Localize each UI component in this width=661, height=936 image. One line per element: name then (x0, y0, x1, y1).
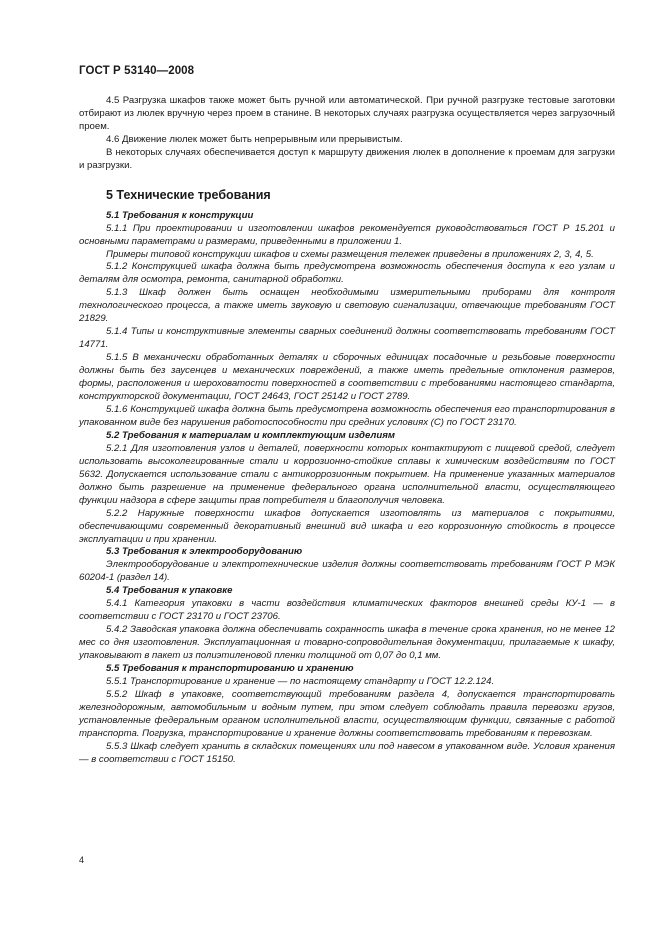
paragraph-5-1-2: 5.1.2 Конструкцией шкафа должна быть предусмотрена возможность обеспечения доступа к его узлам и деталям для осмотра, ремонта, санитарной обработки. (79, 261, 615, 286)
paragraph-5-4-2: 5.4.2 Заводская упаковка должна обеспечивать сохранность шкафа в течение срока хранения, но не менее 12 мес со дня изготовления. Эксплуатационная и товарно-сопроводительная документации, прилагаемые к шкафу, упаковывают в пакет из полиэтиленовой пленки толщиной от 0,07 до 0,1 мм. (79, 624, 615, 662)
section-5-heading: 5 Технические требования (106, 187, 271, 202)
subsection-5-2-heading: 5.2 Требования к материалам и комплектующим изделиям (106, 429, 395, 441)
paragraph-5-1-3: 5.1.3 Шкаф должен быть оснащен необходимыми измерительными приборами для контроля технологического процесса, а также иметь звуковую и световую сигнализации, отвечающие требованиям ГОСТ 21829. (79, 287, 615, 325)
document-body (79, 95, 615, 767)
paragraph-5-5-2: 5.5.2 Шкаф в упаковке, соответствующий требованиям раздела 4, допускается транспортировать железнодорожным, автомобильным и водным путем, при этом следует соблюдать правила перевозки грузов, установленные федеральным органом исполнительной власти, осуществляющим функции, связанные с работой транспорта. Погрузка, транспортирование и хранение должны соответствовать требованиям к перевозкам. (79, 688, 615, 739)
subsection-5-3-heading: 5.3 Требования к электрооборудованию (106, 546, 303, 558)
subsection-5-4-heading: 5.4 Требования к упаковке (106, 585, 233, 597)
paragraph-5-2-1: 5.2.1 Для изготовления узлов и деталей, поверхности которых контактируют с пищевой средой, следует использовать высоколегированные стали и коррозионно-стойкие сплавы к химическим воздействиям по ГОСТ 5632. Допускается использование стали с антикоррозионным покрытием. На применение указанных материалов должно быть разрешение на применение федерального органа исполнительной власти, осуществляющего функции надзора в сфере защиты прав потребителя и благополучия человека. (79, 442, 615, 506)
page-number: 4 (79, 855, 85, 865)
paragraph-5-3: Электрооборудование и электротехнические изделия должны соответствовать требованиям ГОСТ Р МЭК 60204-1 (раздел 14). (79, 559, 615, 584)
paragraph-5-1-6: 5.1.6 Конструкцией шкафа должна быть предусмотрена возможность обеспечения его транспортирования в упакованном виде без нарушения работоспособности при средних условиях (С) по ГОСТ 23170. (79, 403, 615, 428)
paragraph-5-1-1: 5.1.1 При проектировании и изготовлении шкафов рекомендуется руководствоваться ГОСТ Р 15.201 и основными параметрами и размерами, приведенными в приложении 1. (79, 222, 615, 247)
document-header: ГОСТ Р 53140—2008 (79, 65, 195, 77)
paragraph-5-5-1: 5.5.1 Транспортирование и хранение — по настоящему стандарту и ГОСТ 12.2.124. (106, 675, 495, 687)
subsection-5-5-heading: 5.5 Требования к транспортированию и хранению (106, 663, 354, 675)
paragraph-4-6: 4.6 Движение люлек может быть непрерывным или прерывистым. (106, 133, 403, 145)
paragraph-4-5: 4.5 Разгрузка шкафов также может быть ручной или автоматической. При ручной разгрузке тестовые заготовки отбирают из люлек вручную через проем в станине. В некоторых случаях разгрузка осуществляется через загрузочный проем. (79, 95, 615, 132)
paragraph-access: В некоторых случаях обеспечивается доступ к маршруту движения люлек в дополнение к проемам для загрузки и разгрузки. (79, 146, 615, 171)
paragraph-5-2-2: 5.2.2 Наружные поверхности шкафов допускается изготовлять из материалов с покрытиями, обеспечивающими современный декоративный внешний вид шкафа и его коррозионную стойкость в процессе эксплуатации и при хранении. (79, 507, 615, 545)
subsection-5-1-heading: 5.1 Требования к конструкции (106, 209, 254, 221)
paragraph-examples: Примеры типовой конструкции шкафов и схемы размещения тележек приведены в приложениях 2, 3, 4, 5. (106, 248, 594, 260)
paragraph-5-4-1: 5.4.1 Категория упаковки в части воздействия климатических факторов внешней среды КУ-1 — в соответствии с ГОСТ 23170 и ГОСТ 23706. (79, 598, 615, 623)
paragraph-5-1-4: 5.1.4 Типы и конструктивные элементы сварных соединений должны соответствовать требованиям ГОСТ 14771. (79, 326, 615, 351)
paragraph-5-5-3: 5.5.3 Шкаф следует хранить в складских помещениях или под навесом в упакованном виде. Условия хранения — в соответствии с ГОСТ 15150. (79, 740, 615, 765)
paragraph-5-1-5: 5.1.5 В механически обработанных деталях и сборочных единицах посадочные и резьбовые поверхности должны быть без заусенцев и механических повреждений, а также иметь предельные отклонения размеров, формы, расположения и шероховатости поверхностей в соответствии с требованиями настоящего стандарта, конструкторской документации, ГОСТ 24643, ГОСТ 25142 и ГОСТ 2789. (79, 352, 615, 403)
